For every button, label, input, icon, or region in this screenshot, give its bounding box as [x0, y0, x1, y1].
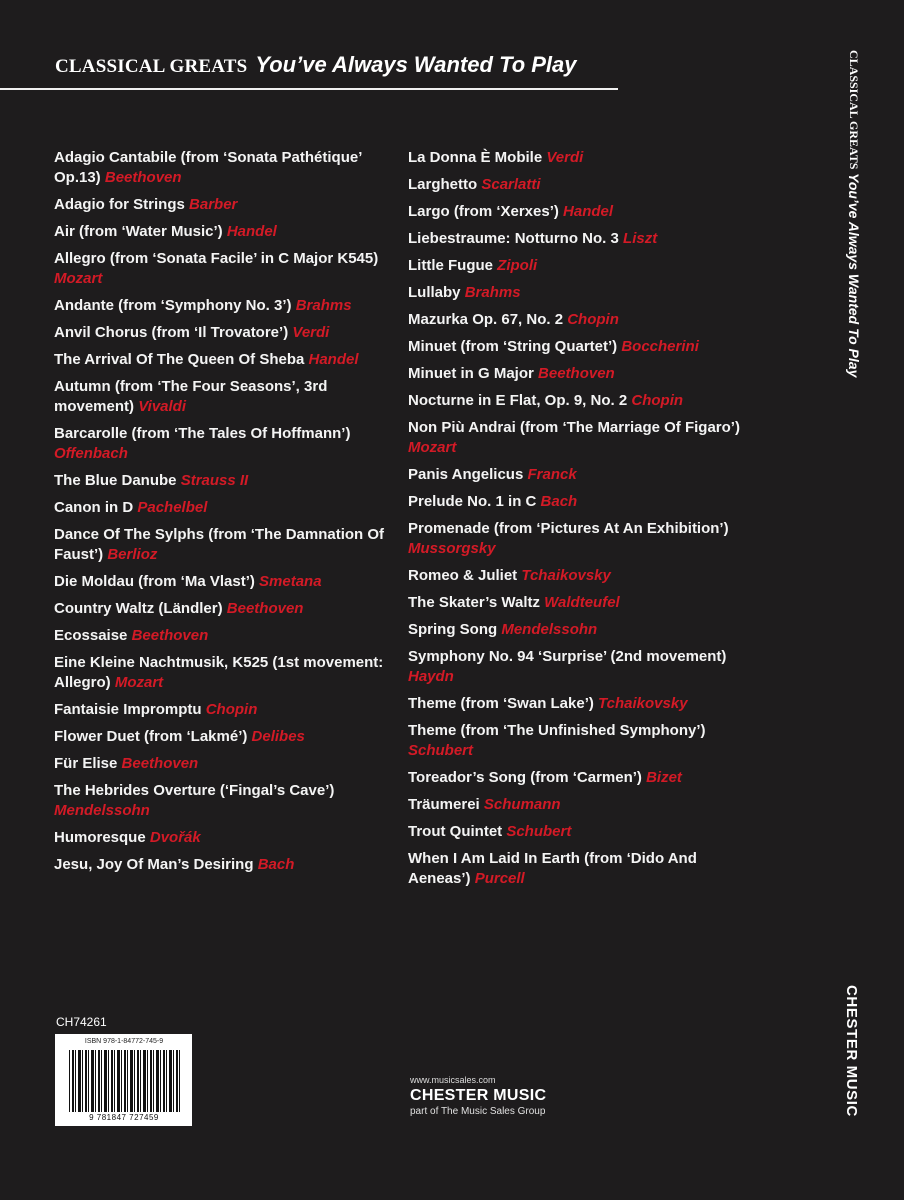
piece-title: Adagio for Strings	[54, 196, 185, 213]
piece-composer: Verdi	[292, 324, 330, 341]
piece-entry	[408, 795, 748, 815]
piece-title: Air (from ‘Water Music’)	[54, 223, 223, 240]
piece-composer: Zipoli	[497, 257, 538, 274]
piece-entry	[408, 694, 748, 714]
piece-entry	[408, 593, 748, 613]
piece-composer: Bach	[540, 493, 578, 510]
piece-composer: Tchaikovsky	[598, 695, 688, 712]
piece-title: Flower Duet (from ‘Lakmé’)	[54, 728, 248, 745]
piece-composer: Liszt	[623, 230, 658, 247]
piece-title: Little Fugue	[408, 257, 493, 274]
piece-entry	[408, 337, 748, 357]
piece-title: The Blue Danube	[54, 472, 177, 489]
piece-title: Anvil Chorus (from ‘Il Trovatore’)	[54, 324, 289, 341]
piece-title: Panis Angelicus	[408, 466, 524, 483]
piece-composer: Schubert	[506, 823, 572, 840]
piece-composer: Brahms	[295, 297, 352, 314]
piece-composer: Brahms	[464, 284, 521, 301]
piece-title: Non Più Andrai (from ‘The Marriage Of Figaro’)	[408, 419, 740, 436]
piece-title: Romeo & Juliet	[408, 567, 518, 584]
publisher-website: www.musicsales.com	[410, 1075, 496, 1085]
piece-title: Trout Quintet	[408, 823, 503, 840]
piece-entry	[54, 498, 394, 518]
piece-entry	[408, 822, 748, 842]
piece-entry	[54, 249, 394, 289]
piece-composer: Verdi	[546, 149, 584, 166]
piece-title: Promenade (from ‘Pictures At An Exhibition’)	[408, 520, 729, 537]
piece-title: Nocturne in E Flat, Op. 9, No. 2	[408, 392, 628, 409]
spine-title	[822, 50, 862, 390]
piece-title: Minuet (from ‘String Quartet’)	[408, 338, 618, 355]
piece-composer: Purcell	[474, 870, 525, 887]
piece-entry	[408, 148, 748, 168]
piece-entry	[408, 849, 748, 889]
piece-title: Dance Of The Sylphs (from ‘The Damnation Of Faust’)	[54, 526, 385, 563]
piece-composer: Strauss II	[180, 472, 249, 489]
piece-composer: Mendelssohn	[54, 802, 150, 819]
piece-composer: Beethoven	[104, 169, 182, 186]
piece-entry	[408, 202, 748, 222]
piece-entry	[408, 519, 748, 559]
piece-entry	[408, 256, 748, 276]
contents-right-column	[408, 148, 748, 896]
piece-title: Für Elise	[54, 755, 118, 772]
piece-composer: Beethoven	[121, 755, 199, 772]
piece-composer: Handel	[563, 203, 614, 220]
piece-title: Prelude No. 1 in C	[408, 493, 537, 510]
series-brand: CLASSICAL GREATS	[55, 56, 248, 77]
piece-entry	[54, 525, 394, 565]
piece-composer: Vivaldi	[138, 398, 187, 415]
piece-composer: Mendelssohn	[501, 621, 598, 638]
piece-title: Träumerei	[408, 796, 480, 813]
piece-title: Country Waltz (Ländler)	[54, 600, 223, 617]
piece-entry	[54, 323, 394, 343]
piece-title: The Arrival Of The Queen Of Sheba	[54, 351, 305, 368]
barcode	[55, 1034, 192, 1126]
piece-title: Largo (from ‘Xerxes’)	[408, 203, 559, 220]
piece-title: When I Am Laid In Earth (from ‘Dido And Aeneas’)	[408, 850, 697, 887]
piece-entry	[54, 350, 394, 370]
piece-composer: Bach	[257, 856, 295, 873]
cover-header	[55, 52, 577, 88]
spine-tagline: You’ve Always Wanted To Play	[846, 173, 862, 378]
piece-composer: Bizet	[646, 769, 682, 786]
barcode-bars	[69, 1050, 181, 1112]
piece-composer: Beethoven	[538, 365, 615, 382]
piece-composer: Berlioz	[107, 546, 158, 563]
piece-composer: Chopin	[567, 311, 619, 328]
piece-entry	[408, 364, 748, 384]
contents-left-column	[54, 148, 394, 882]
publisher-subtitle: part of The Music Sales Group	[410, 1106, 546, 1117]
piece-title: Theme (from ‘Swan Lake’)	[408, 695, 594, 712]
piece-title: Toreador’s Song (from ‘Carmen’)	[408, 769, 642, 786]
piece-entry	[54, 626, 394, 646]
piece-entry	[54, 754, 394, 774]
piece-title: Larghetto	[408, 176, 478, 193]
piece-entry	[408, 310, 748, 330]
piece-title: Canon in D	[54, 499, 134, 516]
piece-composer: Handel	[308, 351, 359, 368]
piece-entry	[54, 599, 394, 619]
piece-title: Jesu, Joy Of Man’s Desiring	[54, 856, 254, 873]
piece-entry	[408, 229, 748, 249]
piece-title: Adagio Cantabile (from ‘Sonata Pathétique’ Op.13)	[54, 149, 362, 186]
piece-entry	[408, 283, 748, 303]
piece-composer: Mussorgsky	[408, 540, 496, 557]
piece-composer: Barber	[189, 196, 238, 213]
piece-title: La Donna È Mobile	[408, 149, 543, 166]
piece-title: Theme (from ‘The Unfinished Symphony’)	[408, 722, 706, 739]
piece-entry	[54, 377, 394, 417]
piece-entry	[408, 647, 748, 687]
publisher-block	[410, 1075, 546, 1117]
piece-title: Eine Kleine Nachtmusik, K525 (1st movement: Allegro)	[54, 654, 384, 691]
piece-entry	[408, 175, 748, 195]
piece-title: Fantaisie Impromptu	[54, 701, 202, 718]
piece-entry	[54, 572, 394, 592]
series-tagline: You’ve Always Wanted To Play	[255, 52, 577, 77]
piece-composer: Chopin	[631, 392, 684, 409]
piece-entry	[408, 391, 748, 411]
piece-entry	[408, 492, 748, 512]
piece-composer: Boccherini	[621, 338, 699, 355]
header-divider	[0, 88, 618, 90]
piece-composer: Mozart	[114, 674, 164, 691]
piece-composer: Dvořák	[149, 829, 201, 846]
isbn-text: ISBN 978-1-84772-745-9	[84, 1038, 164, 1045]
piece-entry	[54, 855, 394, 875]
piece-title: Ecossaise	[54, 627, 128, 644]
piece-title: Die Moldau (from ‘Ma Vlast’)	[54, 573, 255, 590]
catalog-code: CH74261	[56, 1015, 107, 1029]
piece-composer: Delibes	[251, 728, 305, 745]
piece-title: Autumn (from ‘The Four Seasons’, 3rd movement)	[54, 378, 328, 415]
piece-title: Mazurka Op. 67, No. 2	[408, 311, 564, 328]
piece-entry	[408, 465, 748, 485]
piece-composer: Smetana	[259, 573, 322, 590]
piece-entry	[54, 222, 394, 242]
piece-composer: Mozart	[54, 270, 103, 287]
piece-composer: Offenbach	[54, 445, 128, 462]
piece-title: Barcarolle (from ‘The Tales Of Hoffmann’)	[54, 425, 351, 442]
piece-title: The Skater’s Waltz	[408, 594, 540, 611]
piece-composer: Chopin	[205, 701, 258, 718]
piece-title: Lullaby	[408, 284, 461, 301]
piece-entry	[54, 653, 394, 693]
piece-title: Andante (from ‘Symphony No. 3’)	[54, 297, 292, 314]
piece-entry	[408, 768, 748, 788]
piece-entry	[54, 727, 394, 747]
spine-brand: CLASSICAL GREATS	[847, 50, 861, 170]
piece-title: Allegro (from ‘Sonata Facile’ in C Major K545)	[54, 250, 379, 267]
piece-title: Spring Song	[408, 621, 498, 638]
piece-entry	[54, 195, 394, 215]
piece-entry	[54, 424, 394, 464]
piece-entry	[54, 296, 394, 316]
spine-publisher: CHESTER MUSIC	[843, 985, 860, 1117]
piece-composer: Haydn	[408, 668, 454, 685]
piece-composer: Franck	[527, 466, 577, 483]
piece-entry	[408, 418, 748, 458]
piece-composer: Schumann	[483, 796, 561, 813]
piece-composer: Mozart	[408, 439, 457, 456]
piece-composer: Tchaikovsky	[521, 567, 611, 584]
piece-title: Minuet in G Major	[408, 365, 534, 382]
piece-composer: Pachelbel	[137, 499, 208, 516]
piece-composer: Schubert	[408, 742, 474, 759]
piece-title: The Hebrides Overture (‘Fingal’s Cave’)	[54, 782, 335, 799]
piece-composer: Scarlatti	[481, 176, 541, 193]
piece-composer: Handel	[226, 223, 277, 240]
piece-entry	[54, 781, 394, 821]
piece-composer: Beethoven	[131, 627, 209, 644]
piece-title: Symphony No. 94 ‘Surprise’ (2nd movement)	[408, 648, 727, 665]
piece-title: Liebestraume: Notturno No. 3	[408, 230, 619, 247]
piece-entry	[408, 566, 748, 586]
piece-entry	[54, 700, 394, 720]
piece-title: Humoresque	[54, 829, 146, 846]
barcode-digits: 9 781847 727459	[89, 1113, 159, 1122]
publisher-name: CHESTER MUSIC	[410, 1087, 547, 1104]
piece-entry	[408, 721, 748, 761]
piece-entry	[54, 148, 394, 188]
piece-entry	[408, 620, 748, 640]
piece-entry	[54, 471, 394, 491]
piece-entry	[54, 828, 394, 848]
piece-composer: Waldteufel	[544, 594, 620, 611]
piece-composer: Beethoven	[226, 600, 304, 617]
